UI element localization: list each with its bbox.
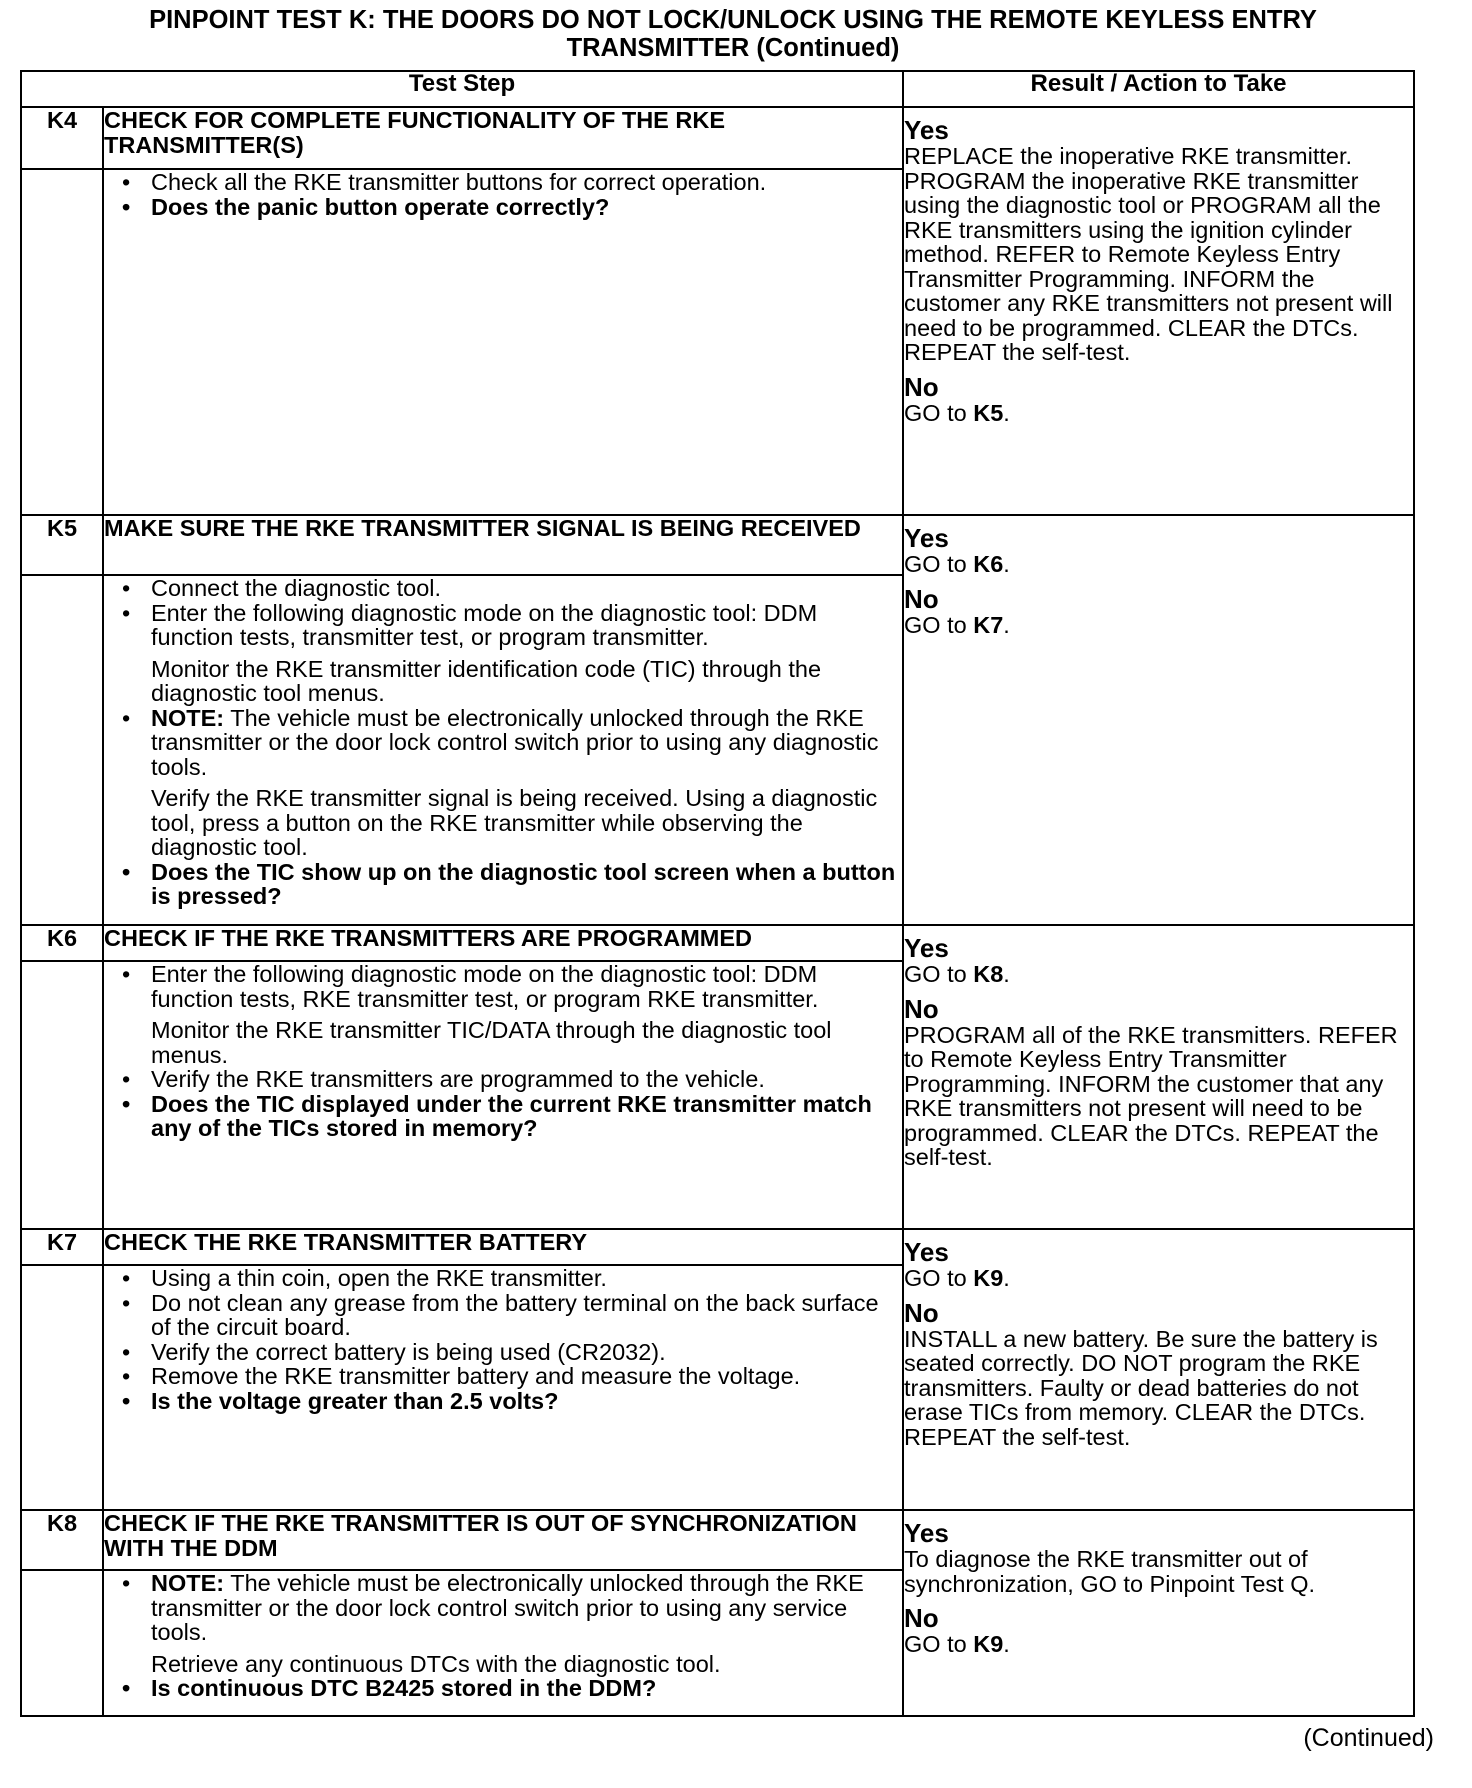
step-id: K8: [21, 1510, 103, 1570]
result-yes-text: GO to K6.: [904, 551, 1010, 577]
step-k6-title-row: [21, 925, 1414, 961]
step-id: K5: [21, 515, 103, 575]
step-k7-title-row: [21, 1229, 1414, 1265]
step-k8-result: [903, 1510, 1414, 1716]
step-body: [103, 961, 903, 1229]
step-body: [103, 169, 903, 515]
result-no-label: No: [904, 583, 939, 614]
step-note: • NOTE: The vehicle must be electronically unlocked through the RKE transmitter or the door lock control switch prior to using any diagnostic tools.: [104, 706, 902, 780]
result-yes-label: Yes: [904, 115, 949, 145]
table-header-row: [21, 71, 1414, 107]
step-reference: K7: [973, 611, 1004, 638]
title-line-2: TRANSMITTER (Continued): [566, 34, 900, 62]
step-id: K6: [21, 925, 103, 961]
column-header-test-step: Test Step: [21, 71, 903, 107]
step-bullet: • Verify the RKE transmitters are programmed to the vehicle.: [104, 1067, 902, 1092]
result-yes-text: GO to K9.: [904, 1265, 1010, 1291]
step-body: [103, 1265, 903, 1510]
result-yes-label: Yes: [904, 1518, 949, 1548]
step-id: K7: [21, 1229, 103, 1265]
step-k4-title-row: [21, 107, 1414, 169]
result-no-label: No: [904, 1297, 939, 1328]
step-note: • NOTE: The vehicle must be electronically unlocked through the RKE transmitter or the door lock control switch prior to using any service tools.: [104, 1571, 902, 1645]
result-no-text: GO to K9.: [904, 1631, 1010, 1657]
step-bullet: • Using a thin coin, open the RKE transmitter.: [104, 1266, 902, 1291]
column-header-result: Result / Action to Take: [903, 71, 1414, 107]
step-k6-result: [903, 925, 1414, 1229]
result-yes-text: GO to K8.: [904, 961, 1010, 987]
step-k5-title-row: [21, 515, 1414, 575]
step-k8-title-row: [21, 1510, 1414, 1570]
result-yes-label: Yes: [904, 523, 949, 553]
result-yes-text: REPLACE the inoperative RKE transmitter. PROGRAM the inoperative RKE transmitter using the diagnostic tool or PROGRAM all the RKE transmitters using the ignition cylinder method. REFER to Remote Keyless Entry Transmitter Programming. INFORM the customer any RKE transmitters not present will need to be programmed. CLEAR the DTCs. REPEAT the self-test.: [904, 143, 1393, 365]
result-no-label: No: [904, 1603, 939, 1633]
step-bullet: • Connect the diagnostic tool.: [104, 576, 902, 601]
step-title: CHECK FOR COMPLETE FUNCTIONALITY OF THE RKE TRANSMITTER(S): [103, 107, 903, 169]
result-no-label: No: [904, 371, 939, 402]
step-bullet: • Enter the following diagnostic mode on the diagnostic tool: DDM function tests, RKE transmitter test, or program RKE transmitter.: [104, 962, 902, 1011]
title-line-1: PINPOINT TEST K: THE DOORS DO NOT LOCK/UNLOCK USING THE REMOTE KEYLESS ENTRY: [149, 6, 1317, 34]
step-k4-result: [903, 107, 1414, 515]
step-reference: K5: [973, 399, 1004, 426]
step-k5-result: [903, 515, 1414, 925]
step-bullet: • Remove the RKE transmitter battery and measure the voltage.: [104, 1364, 902, 1389]
result-no-text: GO to K7.: [904, 611, 1010, 638]
step-title: MAKE SURE THE RKE TRANSMITTER SIGNAL IS BEING RECEIVED: [103, 515, 903, 575]
step-body: [103, 1570, 903, 1716]
step-reference: K9: [973, 1265, 1004, 1291]
result-yes-label: Yes: [904, 933, 949, 963]
step-body: [103, 575, 903, 925]
page-title: [20, 6, 1446, 62]
step-k7-result: [903, 1229, 1414, 1510]
step-reference: K8: [973, 961, 1004, 987]
step-title: CHECK THE RKE TRANSMITTER BATTERY: [103, 1229, 903, 1265]
step-id: K4: [21, 107, 103, 169]
continued-label: (Continued): [1303, 1724, 1434, 1752]
step-question: • Does the TIC show up on the diagnostic tool screen when a button is pressed?: [104, 860, 902, 909]
step-question: • Does the panic button operate correctly?: [104, 195, 902, 220]
step-paragraph: Monitor the RKE transmitter TIC/DATA through the diagnostic tool menus.: [151, 1017, 832, 1068]
result-no-text: PROGRAM all of the RKE transmitters. REFER to Remote Keyless Entry Transmitter Programming. INFORM the customer that any RKE transmitters not present will need to be programmed. CLEAR the DTCs. REPEAT the self-test.: [904, 1021, 1398, 1170]
result-no-text: GO to K5.: [904, 399, 1010, 426]
step-reference: K6: [973, 551, 1004, 577]
result-yes-text: To diagnose the RKE transmitter out of synchronization, GO to Pinpoint Test Q.: [904, 1546, 1316, 1597]
result-no-text: INSTALL a new battery. Be sure the battery is seated correctly. DO NOT program the RKE transmitters. Faulty or dead batteries do not erase TICs from memory. CLEAR the DTCs. REPEAT the self-test.: [904, 1325, 1378, 1450]
step-question: • Does the TIC displayed under the current RKE transmitter match any of the TICs stored in memory?: [104, 1092, 902, 1141]
step-title: CHECK IF THE RKE TRANSMITTERS ARE PROGRAMMED: [103, 925, 903, 961]
step-reference: K9: [973, 1631, 1004, 1657]
step-bullet: • Verify the correct battery is being used (CR2032).: [104, 1340, 902, 1365]
result-no-label: No: [904, 993, 939, 1024]
step-title: CHECK IF THE RKE TRANSMITTER IS OUT OF SYNCHRONIZATION WITH THE DDM: [103, 1510, 903, 1570]
step-question: • Is continuous DTC B2425 stored in the DDM?: [104, 1676, 902, 1701]
step-bullet: • Do not clean any grease from the battery terminal on the back surface of the circuit board.: [104, 1291, 902, 1340]
step-paragraph: Monitor the RKE transmitter identification code (TIC) through the diagnostic tool menus.: [151, 655, 822, 706]
step-paragraph: Verify the RKE transmitter signal is being received. Using a diagnostic tool, press a button on the RKE transmitter while observing the diagnostic tool.: [151, 785, 878, 860]
step-bullet: • Check all the RKE transmitter buttons for correct operation.: [104, 170, 902, 195]
pinpoint-test-table: [20, 70, 1415, 1717]
step-bullet: • Enter the following diagnostic mode on the diagnostic tool: DDM function tests, transmitter test, or program transmitter.: [104, 601, 902, 650]
result-yes-label: Yes: [904, 1237, 949, 1267]
step-question: • Is the voltage greater than 2.5 volts?: [104, 1389, 902, 1414]
step-paragraph: Retrieve any continuous DTCs with the diagnostic tool.: [151, 1650, 721, 1677]
